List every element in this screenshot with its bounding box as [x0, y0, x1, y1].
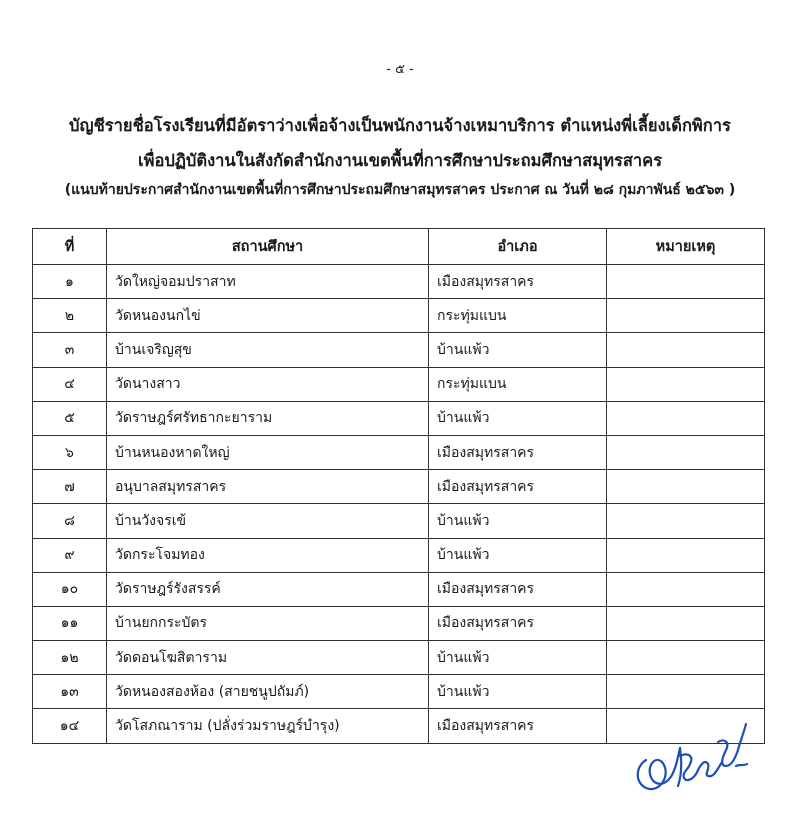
table-header-row — [33, 229, 765, 265]
document-subtitle: เพื่อปฏิบัติงานในสังกัดสำนักงานเขตพื้นที่การศึกษาประถมศึกษาสมุทรสาคร — [137, 151, 663, 170]
district-name: กระทุ่มแบน — [429, 299, 607, 333]
school-list-table — [32, 228, 765, 744]
column-header-district: อำเภอ — [429, 229, 607, 265]
table-row — [33, 572, 765, 606]
row-number: ๑๑ — [33, 606, 107, 640]
district-name: เมืองสมุทรสาคร — [429, 606, 607, 640]
district-name: บ้านแพ้ว — [429, 504, 607, 538]
document-title: บัญชีรายชื่อโรงเรียนที่มีอัตราว่างเพื่อจ้างเป็นพนักงานจ้างเหมาบริการ ตำแหน่งพี่เลี้ยงเด็กพิการ — [69, 116, 731, 135]
district-name: บ้านแพ้ว — [429, 401, 607, 435]
table-row — [33, 367, 765, 401]
row-number: ๑๓ — [33, 675, 107, 709]
school-name: วัดราษฎร์รังสรรค์ — [107, 572, 429, 606]
school-name: วัดดอนโฆสิตาราม — [107, 641, 429, 675]
district-name: กระทุ่มแบน — [429, 367, 607, 401]
row-number: ๘ — [33, 504, 107, 538]
school-name: วัดราษฎร์ศรัทธากะยาราม — [107, 401, 429, 435]
remark — [607, 470, 765, 504]
school-name: วัดหนองสองห้อง (สายชนูปถัมภ์) — [107, 675, 429, 709]
remark — [607, 435, 765, 469]
table-row — [33, 333, 765, 367]
remark — [607, 538, 765, 572]
district-name: เมืองสมุทรสาคร — [429, 435, 607, 469]
table-row — [33, 641, 765, 675]
remark — [607, 641, 765, 675]
table-row — [33, 265, 765, 299]
table-row — [33, 504, 765, 538]
district-name: บ้านแพ้ว — [429, 641, 607, 675]
row-number: ๙ — [33, 538, 107, 572]
table-row — [33, 299, 765, 333]
school-name: อนุบาลสมุทรสาคร — [107, 470, 429, 504]
row-number: ๒ — [33, 299, 107, 333]
district-name: เมืองสมุทรสาคร — [429, 470, 607, 504]
table-row — [33, 401, 765, 435]
page-number: - ๕ - — [386, 62, 414, 77]
school-name: วัดนางสาว — [107, 367, 429, 401]
district-name: บ้านแพ้ว — [429, 538, 607, 572]
school-name: บ้านหนองหาดใหญ่ — [107, 435, 429, 469]
table-row — [33, 675, 765, 709]
signature-image — [632, 712, 752, 798]
district-name: เมืองสมุทรสาคร — [429, 572, 607, 606]
district-name: บ้านแพ้ว — [429, 675, 607, 709]
row-number: ๑๒ — [33, 641, 107, 675]
remark — [607, 606, 765, 640]
school-name: บ้านวังจรเข้ — [107, 504, 429, 538]
school-name: วัดโสภณาราม (ปลั่งร่วมราษฎร์บำรุง) — [107, 709, 429, 743]
table-row — [33, 606, 765, 640]
school-name: วัดหนองนกไข่ — [107, 299, 429, 333]
table-body — [33, 265, 765, 744]
remark — [607, 572, 765, 606]
row-number: ๔ — [33, 367, 107, 401]
row-number: ๕ — [33, 401, 107, 435]
remark — [607, 504, 765, 538]
column-header-note: หมายเหตุ — [607, 229, 765, 265]
column-header-no: ที่ — [33, 229, 107, 265]
remark — [607, 333, 765, 367]
remark — [607, 401, 765, 435]
document-reference-note: (แนบท้ายประกาศสำนักงานเขตพื้นที่การศึกษาประถมศึกษาสมุทรสาคร ประกาศ ณ วันที่ ๒๘ กุมภาพันธ์ ๒๕๖๓ ) — [64, 182, 736, 198]
district-name: บ้านแพ้ว — [429, 333, 607, 367]
district-name: เมืองสมุทรสาคร — [429, 265, 607, 299]
table-row — [33, 470, 765, 504]
school-name: วัดใหญ่จอมปราสาท — [107, 265, 429, 299]
school-name: วัดกระโจมทอง — [107, 538, 429, 572]
school-name: บ้านยกกระบัตร — [107, 606, 429, 640]
row-number: ๑ — [33, 265, 107, 299]
row-number: ๗ — [33, 470, 107, 504]
remark — [607, 367, 765, 401]
remark — [607, 299, 765, 333]
remark — [607, 265, 765, 299]
row-number: ๑๔ — [33, 709, 107, 743]
table-row — [33, 538, 765, 572]
column-header-school: สถานศึกษา — [107, 229, 429, 265]
school-name: บ้านเจริญสุข — [107, 333, 429, 367]
row-number: ๓ — [33, 333, 107, 367]
remark — [607, 675, 765, 709]
row-number: ๑๐ — [33, 572, 107, 606]
table-row — [33, 435, 765, 469]
row-number: ๖ — [33, 435, 107, 469]
district-name: เมืองสมุทรสาคร — [429, 709, 607, 743]
